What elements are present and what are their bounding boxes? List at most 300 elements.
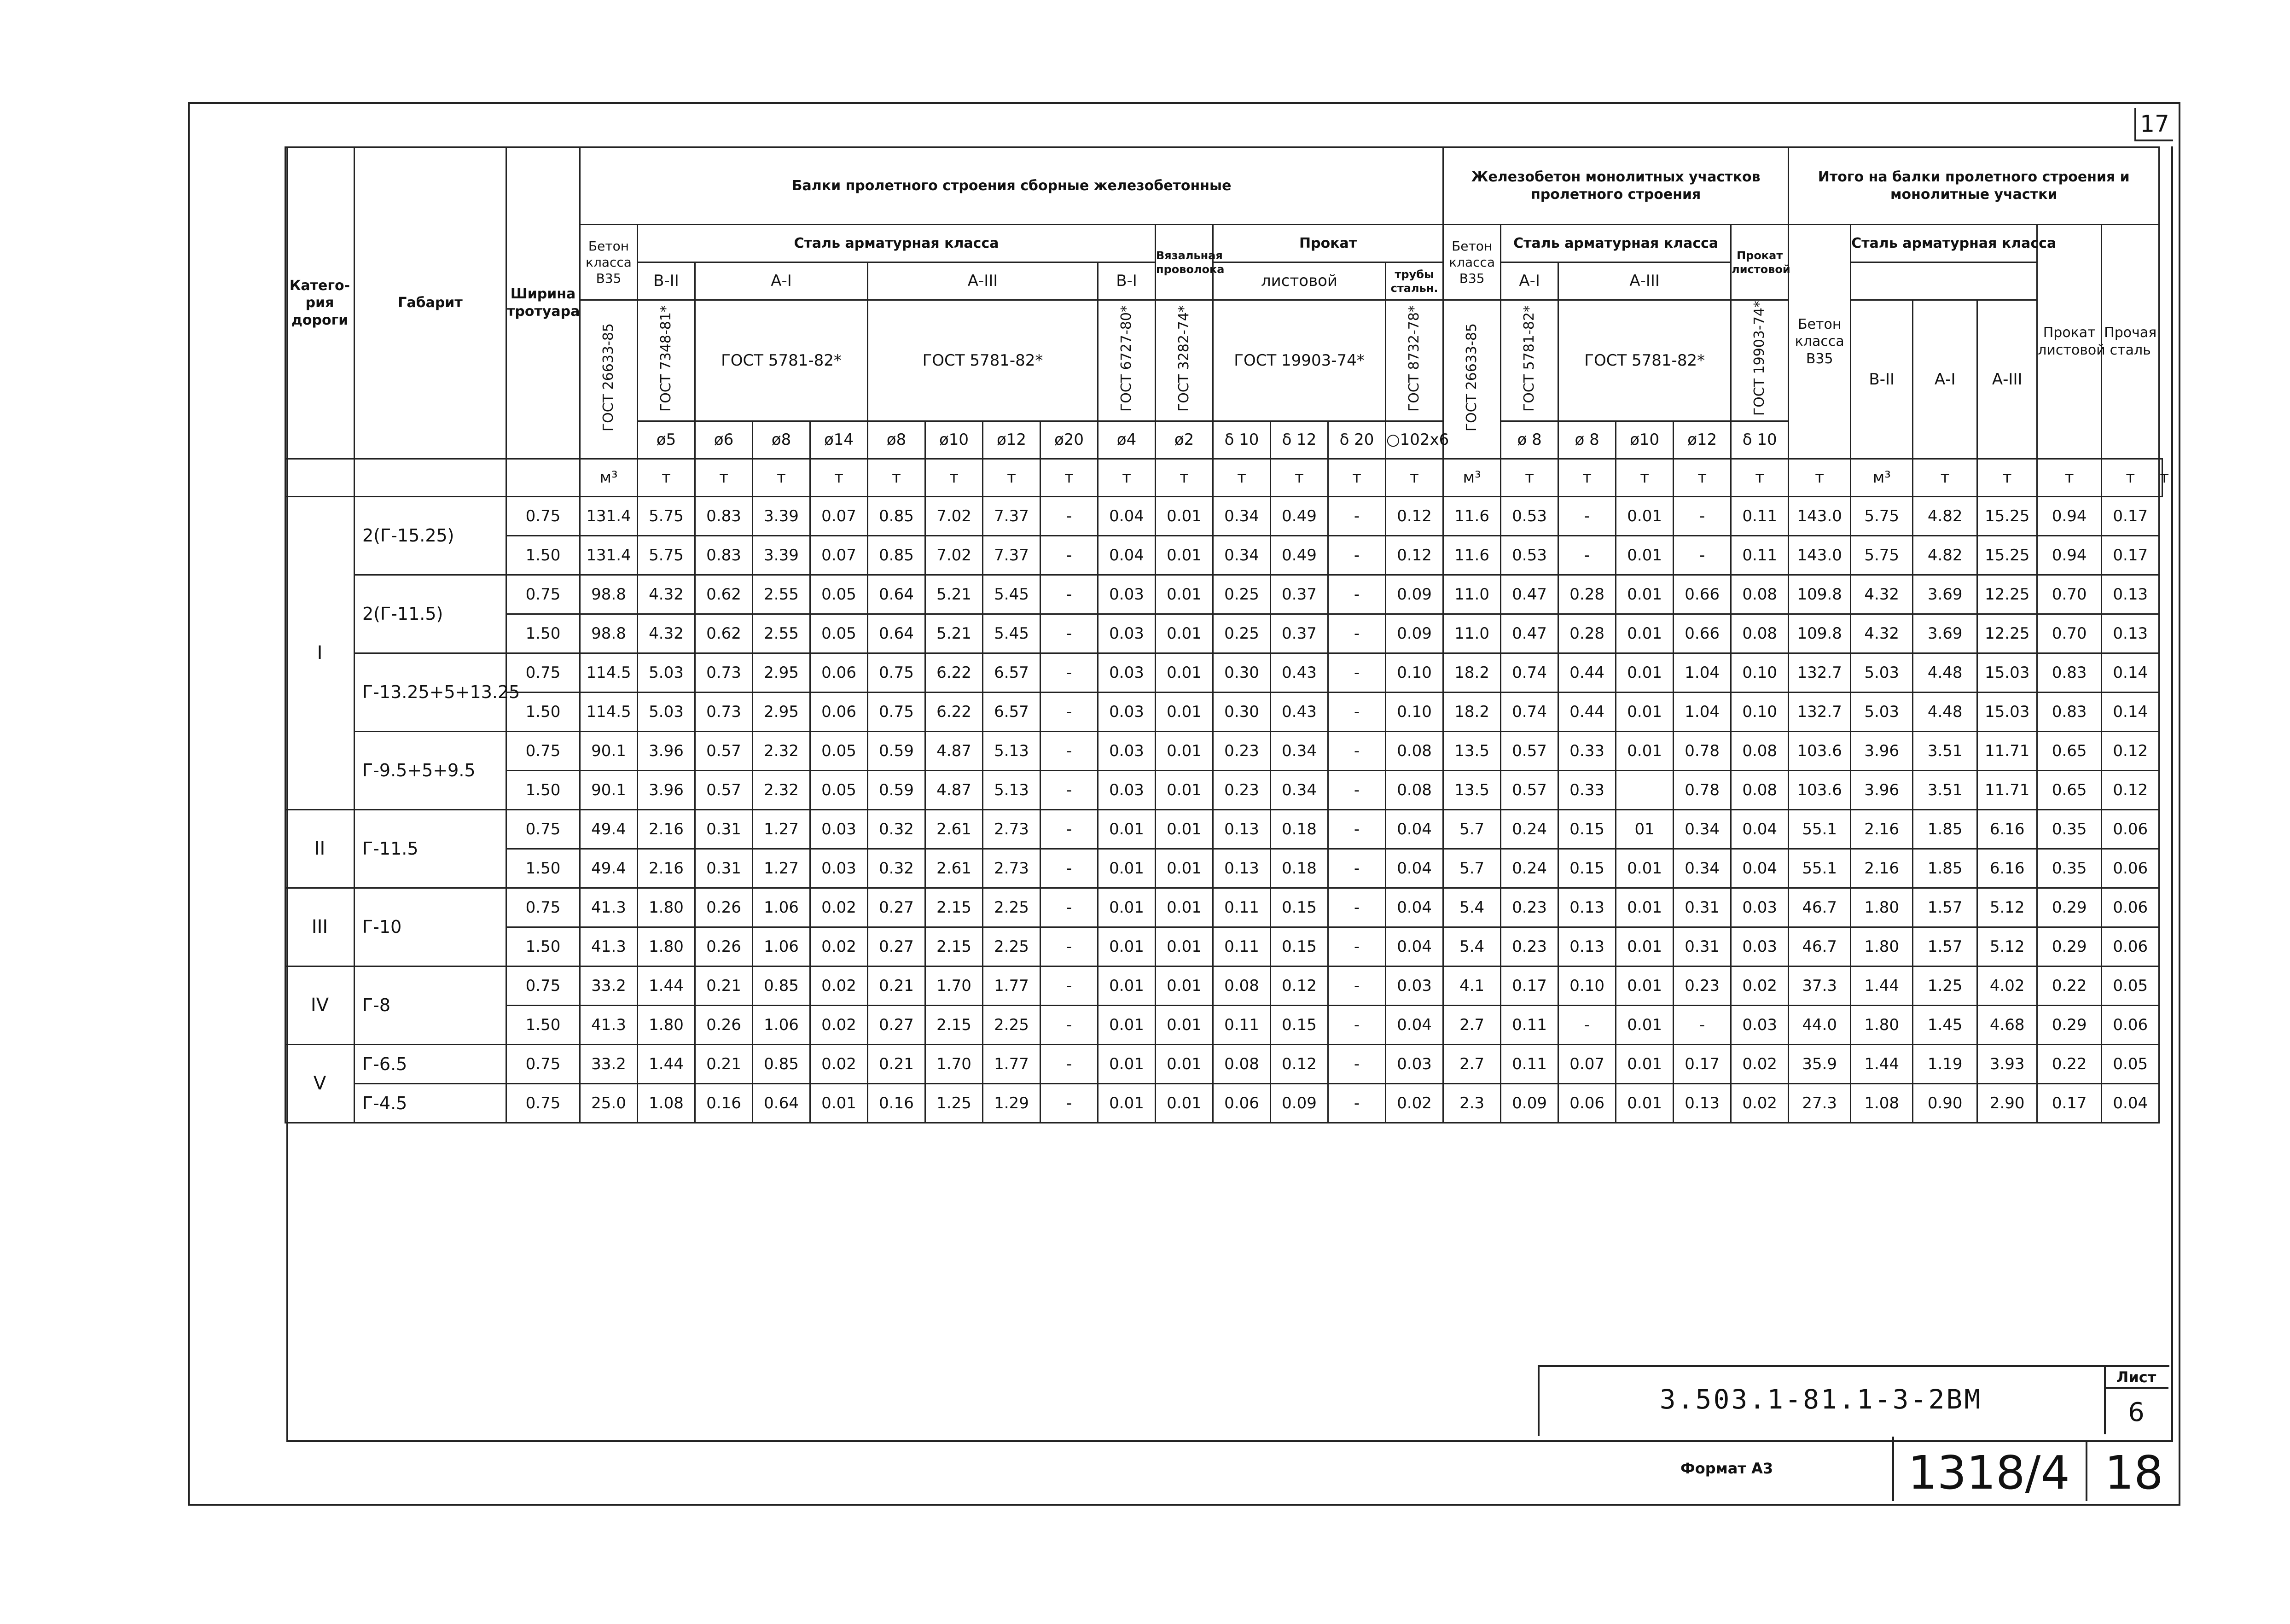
value-cell: 1.57: [1913, 927, 1977, 966]
value-cell: 0.32: [868, 809, 925, 849]
value-cell: 6.22: [925, 692, 983, 731]
value-cell: 2.95: [753, 692, 810, 731]
value-cell: 0.59: [868, 731, 925, 770]
value-cell: 2.61: [925, 809, 983, 849]
value-cell: 0.28: [1558, 575, 1616, 614]
header-rebar-g1: Сталь арматурная класса: [638, 225, 1156, 262]
value-cell: 1.57: [1913, 888, 1977, 927]
value-cell: 1.44: [1851, 966, 1913, 1005]
value-cell: 0.34: [1213, 536, 1271, 575]
sidewalk-width-cell: 0.75: [506, 496, 580, 536]
value-cell: 0.06: [2102, 809, 2159, 849]
value-cell: -: [1328, 966, 1386, 1005]
value-cell: 132.7: [1789, 653, 1851, 692]
diameter-g2-3: ø12: [1674, 421, 1731, 459]
value-cell: 0.01: [1156, 770, 1213, 809]
value-cell: 0.02: [1731, 1083, 1789, 1123]
value-cell: 0.08: [1731, 731, 1789, 770]
value-cell: 0.06: [1558, 1083, 1616, 1123]
diameter-g2-1: ø 8: [1558, 421, 1616, 459]
value-cell: -: [1040, 849, 1098, 888]
value-cell: 0.01: [1616, 731, 1674, 770]
value-cell: 0.34: [1271, 731, 1328, 770]
value-cell: 0.85: [868, 496, 925, 536]
value-cell: 0.26: [695, 927, 753, 966]
value-cell: 41.3: [580, 1005, 638, 1044]
value-cell: 0.16: [695, 1083, 753, 1123]
value-cell: 0.03: [1731, 1005, 1789, 1044]
header-gost-5781-aiii: ГОСТ 5781-82*: [868, 300, 1098, 421]
diameter-g1-7: ø20: [1040, 421, 1098, 459]
value-cell: 0.13: [1213, 849, 1271, 888]
value-cell: 0.12: [2102, 731, 2159, 770]
value-cell: 0.05: [810, 731, 868, 770]
value-cell: 7.02: [925, 496, 983, 536]
value-cell: 0.09: [1271, 1083, 1328, 1123]
sidewalk-width-cell: 0.75: [506, 653, 580, 692]
table-row: [285, 653, 2162, 692]
value-cell: 0.11: [1213, 1005, 1271, 1044]
value-cell: 4.48: [1913, 653, 1977, 692]
unit-cell: т: [1040, 459, 1098, 496]
value-cell: -: [1328, 1005, 1386, 1044]
unit-cell: т: [868, 459, 925, 496]
road-category-cell: I: [285, 496, 355, 809]
value-cell: 0.07: [810, 496, 868, 536]
value-cell: 0.01: [1156, 888, 1213, 927]
value-cell: 0.13: [1558, 927, 1616, 966]
value-cell: 0.64: [868, 614, 925, 653]
value-cell: 0.24: [1501, 849, 1558, 888]
value-cell: 0.08: [1213, 966, 1271, 1005]
gabarit-cell: Г-9.5+5+9.5: [355, 731, 506, 809]
value-cell: 2.3: [1443, 1083, 1501, 1123]
value-cell: 0.03: [1098, 653, 1156, 692]
value-cell: 0.01: [1156, 614, 1213, 653]
top-page-number: 17: [2134, 108, 2173, 141]
value-cell: 0.08: [1386, 770, 1443, 809]
value-cell: 3.96: [638, 770, 695, 809]
value-cell: 41.3: [580, 888, 638, 927]
value-cell: 4.68: [1977, 1005, 2037, 1044]
value-cell: 2.61: [925, 849, 983, 888]
header-gost-3282: ГОСТ 3282-74*: [1156, 300, 1213, 421]
unit-cell: т: [925, 459, 983, 496]
value-cell: 0.03: [1098, 770, 1156, 809]
value-cell: 25.0: [580, 1083, 638, 1123]
header-class-bii-g3: В-II: [1851, 300, 1913, 459]
value-cell: 143.0: [1789, 536, 1851, 575]
value-cell: 46.7: [1789, 927, 1851, 966]
value-cell: 0.13: [1674, 1083, 1731, 1123]
sidewalk-width-cell: 0.75: [506, 1044, 580, 1083]
value-cell: 0.03: [1386, 1044, 1443, 1083]
value-cell: 11.6: [1443, 496, 1501, 536]
value-cell: 0.01: [1156, 966, 1213, 1005]
value-cell: 0.01: [1156, 1083, 1213, 1123]
value-cell: 0.75: [868, 653, 925, 692]
sidewalk-width-cell: 1.50: [506, 770, 580, 809]
table-row: [285, 1083, 2162, 1123]
value-cell: 0.70: [2037, 575, 2102, 614]
value-cell: 0.03: [1098, 692, 1156, 731]
value-cell: 0.34: [1271, 770, 1328, 809]
value-cell: 1.70: [925, 966, 983, 1005]
value-cell: -: [1040, 496, 1098, 536]
value-cell: -: [1328, 692, 1386, 731]
value-cell: 0.01: [1616, 692, 1674, 731]
value-cell: 0.11: [1213, 927, 1271, 966]
value-cell: 0.30: [1213, 653, 1271, 692]
value-cell: 0.12: [1386, 536, 1443, 575]
value-cell: 18.2: [1443, 653, 1501, 692]
table-row: [285, 927, 2162, 966]
value-cell: 4.82: [1913, 536, 1977, 575]
value-cell: 0.13: [2102, 614, 2159, 653]
diameter-g1-10: δ 10: [1213, 421, 1271, 459]
value-cell: 0.01: [1156, 1005, 1213, 1044]
value-cell: 0.15: [1558, 849, 1616, 888]
diameter-g1-12: δ 20: [1328, 421, 1386, 459]
value-cell: 11.6: [1443, 536, 1501, 575]
sidewalk-width-cell: 1.50: [506, 536, 580, 575]
value-cell: 15.25: [1977, 496, 2037, 536]
table-row: [285, 496, 2162, 536]
value-cell: -: [1328, 496, 1386, 536]
value-cell: 0.57: [1501, 731, 1558, 770]
value-cell: -: [1674, 496, 1731, 536]
value-cell: 5.21: [925, 614, 983, 653]
value-cell: 0.07: [1558, 1044, 1616, 1083]
value-cell: -: [1040, 692, 1098, 731]
road-category-cell: II: [285, 809, 355, 888]
value-cell: 0.01: [1616, 927, 1674, 966]
header-class-aiii-g3: А-III: [1977, 300, 2037, 459]
header-class-ai-g3: А-I: [1913, 300, 1977, 459]
unit-cell: т: [1731, 459, 1789, 496]
value-cell: 0.11: [1501, 1044, 1558, 1083]
value-cell: 3.39: [753, 496, 810, 536]
value-cell: 0.01: [1098, 927, 1156, 966]
value-cell: 0.17: [2102, 496, 2159, 536]
value-cell: 0.04: [1386, 927, 1443, 966]
value-cell: 0.23: [1213, 770, 1271, 809]
value-cell: 0.32: [868, 849, 925, 888]
value-cell: 0.21: [868, 966, 925, 1005]
value-cell: 0.85: [753, 966, 810, 1005]
value-cell: 0.28: [1558, 614, 1616, 653]
road-category-cell: IV: [285, 966, 355, 1044]
value-cell: 1.44: [638, 966, 695, 1005]
value-cell: 5.45: [983, 575, 1040, 614]
unit-cell: т: [1558, 459, 1616, 496]
value-cell: 1.06: [753, 1005, 810, 1044]
value-cell: 0.49: [1271, 496, 1328, 536]
value-cell: 0.53: [1501, 536, 1558, 575]
value-cell: 0.03: [1731, 888, 1789, 927]
value-cell: 5.75: [638, 536, 695, 575]
value-cell: 0.21: [868, 1044, 925, 1083]
value-cell: 0.65: [2037, 770, 2102, 809]
value-cell: 5.21: [925, 575, 983, 614]
value-cell: -: [1040, 888, 1098, 927]
value-cell: 1.80: [1851, 927, 1913, 966]
unit-cell: т: [1386, 459, 1443, 496]
header-gost-19903-g2: ГОСТ 19903-74*: [1731, 300, 1789, 421]
header-group-monolithic: Железобетон монолитных участков пролетного строения: [1443, 147, 1789, 225]
value-cell: 0.11: [1731, 536, 1789, 575]
value-cell: 0.34: [1213, 496, 1271, 536]
value-cell: 0.05: [810, 770, 868, 809]
value-cell: -: [1328, 614, 1386, 653]
value-cell: -: [1328, 927, 1386, 966]
value-cell: 0.15: [1271, 888, 1328, 927]
value-cell: 0.13: [1558, 888, 1616, 927]
unit-cell: т: [1328, 459, 1386, 496]
unit-cell: т: [2159, 459, 2162, 496]
value-cell: 114.5: [580, 653, 638, 692]
sidewalk-width-cell: 1.50: [506, 927, 580, 966]
header-concrete-g1: Бетон класса В35: [580, 225, 638, 300]
value-cell: 4.87: [925, 731, 983, 770]
value-cell: 0.01: [810, 1083, 868, 1123]
value-cell: 1.06: [753, 927, 810, 966]
header-gost-6727: ГОСТ 6727-80*: [1098, 300, 1156, 421]
value-cell: 0.49: [1271, 536, 1328, 575]
value-cell: 0.01: [1616, 966, 1674, 1005]
value-cell: 0.25: [1213, 575, 1271, 614]
gabarit-cell: Г-11.5: [355, 809, 506, 888]
diameter-g2-0: ø 8: [1501, 421, 1558, 459]
value-cell: 2.16: [1851, 849, 1913, 888]
value-cell: 1.80: [638, 927, 695, 966]
value-cell: 0.78: [1674, 770, 1731, 809]
header-class-ai-g2: А-I: [1501, 262, 1558, 300]
value-cell: 3.51: [1913, 731, 1977, 770]
value-cell: 0.53: [1501, 496, 1558, 536]
value-cell: -: [1040, 575, 1098, 614]
value-cell: 0.01: [1098, 888, 1156, 927]
sidewalk-width-cell: 1.50: [506, 614, 580, 653]
value-cell: 0.30: [1213, 692, 1271, 731]
value-cell: 1.06: [753, 888, 810, 927]
value-cell: 0.17: [2102, 536, 2159, 575]
value-cell: 0.01: [1156, 809, 1213, 849]
value-cell: 0.11: [1213, 888, 1271, 927]
unit-blank: [506, 459, 580, 496]
value-cell: 131.4: [580, 496, 638, 536]
value-cell: 0.05: [810, 575, 868, 614]
value-cell: 0.01: [1156, 1044, 1213, 1083]
value-cell: 01: [1616, 809, 1674, 849]
value-cell: 1.44: [638, 1044, 695, 1083]
value-cell: 3.69: [1913, 614, 1977, 653]
value-cell: 0.01: [1098, 966, 1156, 1005]
value-cell: 55.1: [1789, 849, 1851, 888]
value-cell: 5.4: [1443, 927, 1501, 966]
value-cell: 6.16: [1977, 849, 2037, 888]
value-cell: 0.10: [1386, 653, 1443, 692]
value-cell: 0.33: [1558, 731, 1616, 770]
diameter-g1-0: ø5: [638, 421, 695, 459]
unit-cell: т: [810, 459, 868, 496]
value-cell: 0.29: [2037, 888, 2102, 927]
value-cell: -: [1558, 536, 1616, 575]
value-cell: 11.71: [1977, 770, 2037, 809]
value-cell: 0.17: [1674, 1044, 1731, 1083]
value-cell: 0.43: [1271, 692, 1328, 731]
value-cell: 0.02: [1386, 1083, 1443, 1123]
value-cell: 1.27: [753, 809, 810, 849]
value-cell: 12.25: [1977, 614, 2037, 653]
header-gost-19903: ГОСТ 19903-74*: [1213, 300, 1386, 421]
value-cell: 13.5: [1443, 770, 1501, 809]
value-cell: 0.78: [1674, 731, 1731, 770]
sidewalk-width-cell: 0.75: [506, 809, 580, 849]
value-cell: 0.34: [1674, 809, 1731, 849]
value-cell: -: [1328, 575, 1386, 614]
diameter-g1-5: ø10: [925, 421, 983, 459]
sidewalk-width-cell: 1.50: [506, 849, 580, 888]
unit-blank: [355, 459, 506, 496]
value-cell: 0.17: [1501, 966, 1558, 1005]
value-cell: 0.09: [1386, 614, 1443, 653]
value-cell: 0.26: [695, 888, 753, 927]
sheet-number: 6: [2128, 1397, 2145, 1427]
value-cell: 3.93: [1977, 1044, 2037, 1083]
unit-cell: т: [1616, 459, 1674, 496]
value-cell: 3.96: [1851, 770, 1913, 809]
road-category-cell: III: [285, 888, 355, 966]
value-cell: 0.65: [2037, 731, 2102, 770]
value-cell: 0.01: [1156, 849, 1213, 888]
value-cell: 0.23: [1213, 731, 1271, 770]
value-cell: 109.8: [1789, 575, 1851, 614]
value-cell: 0.01: [1098, 1083, 1156, 1123]
value-cell: 0.02: [810, 1044, 868, 1083]
unit-blank: [285, 459, 355, 496]
value-cell: 5.03: [638, 692, 695, 731]
value-cell: 27.3: [1789, 1083, 1851, 1123]
value-cell: 4.87: [925, 770, 983, 809]
value-cell: 0.33: [1558, 770, 1616, 809]
value-cell: 0.18: [1271, 809, 1328, 849]
value-cell: 0.01: [1156, 536, 1213, 575]
value-cell: 0.06: [1213, 1083, 1271, 1123]
value-cell: 0.10: [1558, 966, 1616, 1005]
diameter-g1-4: ø8: [868, 421, 925, 459]
value-cell: 1.77: [983, 1044, 1040, 1083]
header-sidewalk: Ширина тротуара: [506, 147, 580, 459]
road-category-cell: V: [285, 1044, 355, 1123]
value-cell: 0.01: [1156, 927, 1213, 966]
value-cell: -: [1328, 809, 1386, 849]
table-row: [285, 614, 2162, 653]
value-cell: 5.45: [983, 614, 1040, 653]
value-cell: 0.01: [1156, 496, 1213, 536]
unit-cell: т: [983, 459, 1040, 496]
value-cell: 0.83: [695, 536, 753, 575]
value-cell: 15.03: [1977, 653, 2037, 692]
header-rolled-sheet-g3: Прокат листовой: [2037, 225, 2102, 459]
value-cell: 1.04: [1674, 692, 1731, 731]
value-cell: 0.01: [1616, 1044, 1674, 1083]
value-cell: 0.18: [1271, 849, 1328, 888]
unit-cell: т: [1271, 459, 1328, 496]
value-cell: 0.83: [2037, 653, 2102, 692]
format-label: Формат А3: [1680, 1460, 1773, 1477]
value-cell: 4.32: [1851, 614, 1913, 653]
value-cell: 0.04: [1731, 849, 1789, 888]
value-cell: 0.44: [1558, 692, 1616, 731]
value-cell: 0.01: [1156, 731, 1213, 770]
value-cell: 0.01: [1098, 849, 1156, 888]
table-row: [285, 692, 2162, 731]
value-cell: 0.03: [1098, 575, 1156, 614]
value-cell: 0.27: [868, 1005, 925, 1044]
value-cell: 5.75: [638, 496, 695, 536]
unit-cell: т: [1156, 459, 1213, 496]
header-gost-5781-ai: ГОСТ 5781-82*: [695, 300, 868, 421]
value-cell: 3.39: [753, 536, 810, 575]
value-cell: 12.25: [1977, 575, 2037, 614]
value-cell: 15.25: [1977, 536, 2037, 575]
header-category: Катего-рия дороги: [285, 147, 355, 459]
table-row: [285, 849, 2162, 888]
value-cell: 0.09: [1386, 575, 1443, 614]
value-cell: 7.37: [983, 496, 1040, 536]
value-cell: 2.32: [753, 731, 810, 770]
value-cell: 18.2: [1443, 692, 1501, 731]
value-cell: 90.1: [580, 770, 638, 809]
header-rolled-sheet-g2: Прокат листовой: [1731, 225, 1789, 300]
value-cell: 1.29: [983, 1083, 1040, 1123]
value-cell: 0.06: [2102, 927, 2159, 966]
value-cell: 0.15: [1271, 927, 1328, 966]
value-cell: 0.12: [1271, 1044, 1328, 1083]
value-cell: 44.0: [1789, 1005, 1851, 1044]
unit-cell: м³: [1443, 459, 1501, 496]
value-cell: -: [1328, 536, 1386, 575]
value-cell: 0.64: [753, 1083, 810, 1123]
value-cell: 5.13: [983, 770, 1040, 809]
value-cell: 5.7: [1443, 809, 1501, 849]
header-other-steel: Прочая сталь: [2102, 225, 2159, 459]
value-cell: 0.57: [695, 731, 753, 770]
value-cell: 0.11: [1501, 1005, 1558, 1044]
value-cell: 2.55: [753, 614, 810, 653]
page-number: 18: [2104, 1446, 2163, 1500]
unit-cell: т: [1213, 459, 1271, 496]
value-cell: 0.31: [695, 849, 753, 888]
value-cell: -: [1040, 927, 1098, 966]
value-cell: -: [1040, 770, 1098, 809]
header-concrete-g2: Бетон класса В35: [1443, 225, 1501, 300]
value-cell: 0.01: [1616, 614, 1674, 653]
value-cell: 0.01: [1616, 575, 1674, 614]
value-cell: 5.75: [1851, 536, 1913, 575]
value-cell: 2.15: [925, 888, 983, 927]
value-cell: 131.4: [580, 536, 638, 575]
value-cell: 0.73: [695, 653, 753, 692]
value-cell: 0.08: [1213, 1044, 1271, 1083]
table-row: [285, 575, 2162, 614]
diameter-g1-13: ○102х6: [1386, 421, 1443, 459]
value-cell: 0.06: [810, 653, 868, 692]
value-cell: 11.0: [1443, 614, 1501, 653]
value-cell: -: [1328, 888, 1386, 927]
diameter-g1-3: ø14: [810, 421, 868, 459]
